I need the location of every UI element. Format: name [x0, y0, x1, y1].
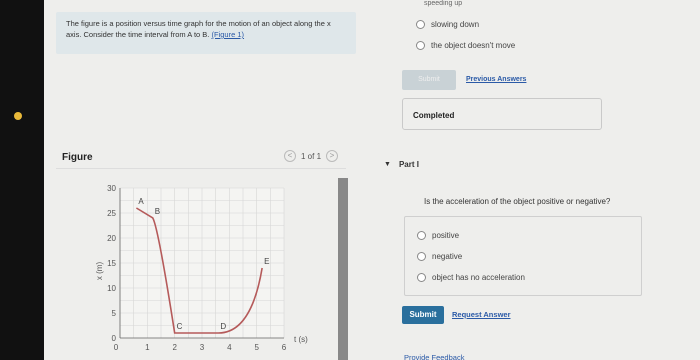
right-panel — [384, 0, 700, 360]
radio-button[interactable] — [416, 41, 425, 50]
x-tick-label: 4 — [227, 343, 232, 352]
collapse-caret-icon[interactable]: ▼ — [384, 161, 391, 168]
divider — [56, 168, 346, 169]
y-tick-label: 5 — [111, 309, 116, 318]
x-tick-label: 1 — [145, 343, 150, 352]
point-label-e: E — [264, 257, 270, 266]
figure-label: Figure — [62, 152, 93, 163]
x-tick-label: 6 — [281, 343, 287, 352]
point-label-a: A — [138, 197, 144, 206]
y-tick-label: 10 — [107, 284, 116, 293]
previous-submit-button[interactable]: Submit — [402, 70, 456, 90]
x-axis-label: t (s) — [294, 335, 308, 344]
option-label: object has no acceleration — [432, 273, 525, 282]
y-tick-label: 0 — [111, 334, 116, 343]
y-tick-label: 20 — [107, 234, 116, 243]
radio-button[interactable] — [417, 231, 426, 240]
next-figure-button[interactable]: > — [326, 150, 338, 162]
left-panel — [44, 0, 356, 360]
figure-scrollbar[interactable] — [338, 178, 348, 360]
chart-svg — [84, 178, 334, 360]
option-no-acceleration[interactable] — [417, 273, 525, 282]
provide-feedback-link[interactable]: Provide Feedback — [404, 353, 465, 360]
x-tick-label: 0 — [113, 343, 119, 352]
truncated-option: speeding up — [424, 0, 463, 7]
radio-button[interactable] — [417, 252, 426, 261]
option-label: slowing down — [431, 20, 480, 29]
option-label: the object doesn't move — [431, 41, 516, 50]
point-label-b: B — [154, 207, 161, 216]
left-edge-strip — [0, 0, 44, 360]
radio-button[interactable] — [416, 20, 425, 29]
option-label: positive — [432, 231, 460, 240]
option-label: negative — [432, 252, 463, 261]
indicator-dot — [14, 112, 22, 120]
question-text: Is the acceleration of the object positive or negative? — [424, 197, 611, 206]
option-doesnt-move[interactable] — [416, 41, 515, 50]
request-answer-link[interactable]: Request Answer — [452, 310, 511, 319]
option-negative[interactable] — [417, 252, 462, 261]
completed-status: Completed — [413, 111, 455, 120]
part-header[interactable] — [384, 160, 419, 169]
radio-button[interactable] — [417, 273, 426, 282]
answer-options — [404, 216, 642, 296]
problem-text: The figure is a position versus time graph for the motion of an object along the x axis. Consider the time interval from A to B. — [66, 19, 331, 39]
x-tick-label: 5 — [254, 343, 259, 352]
page — [44, 0, 700, 360]
figure-link[interactable]: (Figure 1) — [211, 30, 245, 39]
y-tick-label: 30 — [107, 184, 116, 193]
point-label-d: D — [220, 322, 227, 331]
option-slowing-down[interactable] — [416, 20, 479, 29]
x-tick-label: 3 — [199, 343, 205, 352]
submit-button[interactable]: Submit — [402, 306, 444, 324]
completed-status-box — [402, 98, 602, 130]
problem-statement — [56, 12, 356, 54]
point-label-c: C — [176, 322, 183, 331]
x-tick-label: 2 — [172, 343, 177, 352]
pager-text: 1 of 1 — [301, 151, 322, 161]
previous-answers-link[interactable]: Previous Answers — [466, 76, 527, 83]
figure-pager — [284, 150, 338, 162]
option-positive[interactable] — [417, 231, 459, 240]
y-tick-label: 25 — [107, 209, 116, 218]
y-axis-label: x (m) — [95, 261, 104, 281]
part-title: Part I — [398, 160, 419, 169]
y-tick-label: 15 — [107, 259, 116, 268]
prev-figure-button[interactable]: < — [284, 150, 296, 162]
position-time-graph — [84, 178, 354, 360]
